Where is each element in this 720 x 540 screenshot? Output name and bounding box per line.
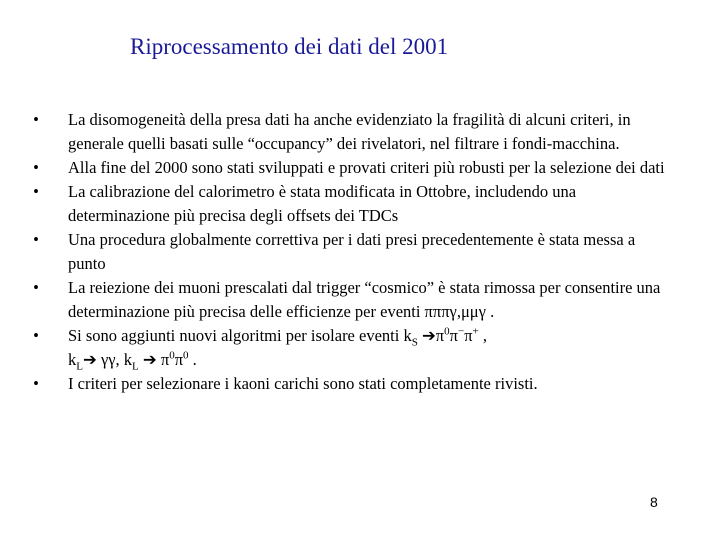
superscript: 0 [183,349,189,362]
bullet-icon: • [33,110,39,129]
list-item [30,372,670,396]
page-title: Riprocessamento dei dati del 2001 [130,34,449,59]
pi-symbol: π [174,350,184,369]
kaon-symbol: k [68,350,77,369]
bullet-icon: • [33,374,39,393]
pi-symbol: π [435,326,445,345]
bullet-icon: • [33,182,39,201]
decay-text: Si sono aggiunti nuovi algoritmi per isolare eventi k [68,326,412,345]
subscript: L [76,360,83,373]
decay-text: γγ, k [96,350,133,369]
decay-text: . [188,350,197,369]
pi-symbol: π [449,326,458,345]
pi-symbol: π [156,350,170,369]
bullet-icon: • [33,326,39,345]
bullet-text: La reiezione dei muoni prescalati dal trigger “cosmico” è stata rimossa per consentire una determinazione più precisa delle efficienze per eventi πππγ,μμγ . [68,278,661,321]
superscript: + [472,325,479,338]
bullet-text: La disomogeneità della presa dati ha anche evidenziato la fragilità di alcuni criteri, in generale quelli basati sulle “occupancy” dei rivelatori, nel filtrare i fondi-macchina. [68,110,631,153]
bullet-text-decays [68,324,670,372]
pi-symbol: π [464,326,473,345]
list-item [30,276,670,324]
bullet-icon: • [33,230,39,249]
bullet-list [30,108,670,396]
decay-text: , [478,326,487,345]
list-item [30,156,670,180]
list-item [30,180,670,228]
superscript: 0 [169,349,175,362]
arrow-icon: ➔ [142,350,157,369]
arrow-icon: ➔ [82,350,97,369]
bullet-text: I criteri per selezionare i kaoni carichi sono stati completamente rivisti. [68,374,538,393]
arrow-icon: ➔ [421,326,436,345]
list-item [30,324,670,372]
bullet-icon: • [33,278,39,297]
list-item [30,228,670,276]
bullet-text: La calibrazione del calorimetro è stata modificata in Ottobre, includendo una determinazione più precisa degli offsets dei TDCs [68,182,577,225]
subscript: L [132,360,139,373]
bullet-text: Una procedura globalmente correttiva per i dati presi precedentemente è stata messa a punto [68,230,636,273]
superscript: 0 [444,325,450,338]
subscript: S [411,336,418,349]
bullet-text: Alla fine del 2000 sono stati sviluppati e provati criteri più robusti per la selezione dei dati [68,158,665,177]
bullet-icon: • [33,158,39,177]
superscript: − [457,325,465,338]
list-item [30,108,670,156]
page-number: 8 [650,494,658,510]
